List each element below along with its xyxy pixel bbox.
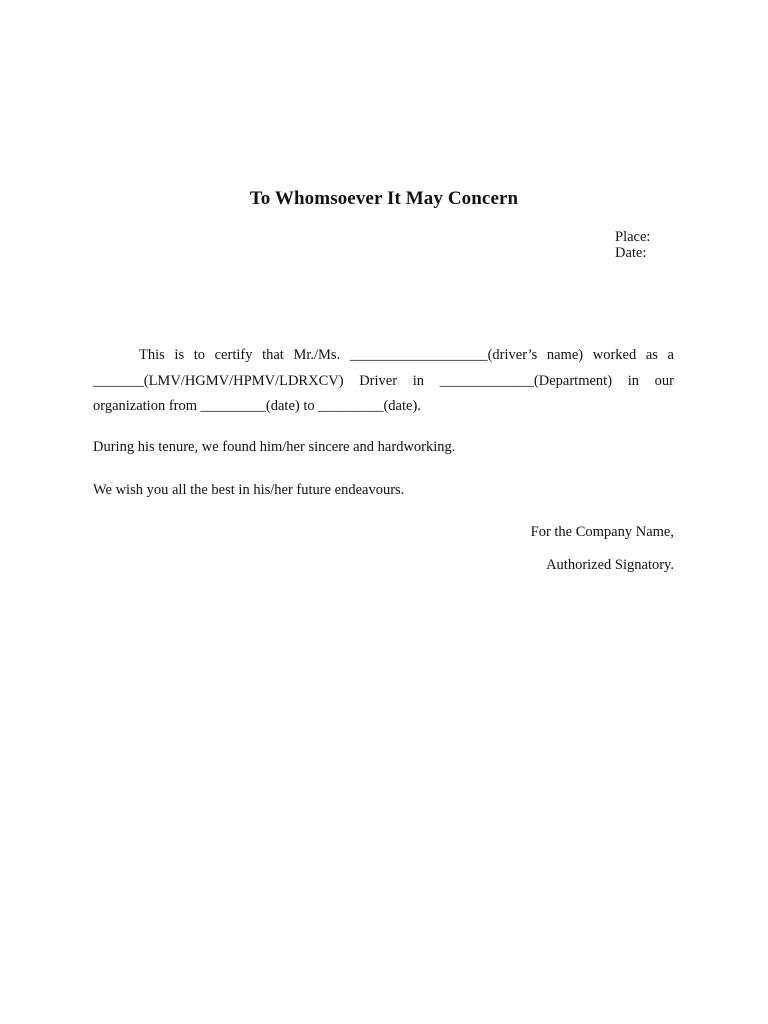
signoff-signatory: Authorized Signatory. [546,557,674,573]
signoff-company: For the Company Name, [530,524,674,540]
document-title: To Whomsoever It May Concern [249,188,519,209]
certification-paragraph: This is to certify that Mr./Ms. ___________________(driver’s name) worked as a _______(LMV/HGMV/HPMV/LDRXCV) Driver in _____________(Department) in our organization from _________(date) to _________(date). [93,347,674,414]
wishes-paragraph: We wish you all the best in his/her future endeavours. [93,482,405,498]
date-label: Date: [615,245,647,261]
place-date-block [615,229,650,261]
place-label: Place: [615,229,651,245]
tenure-paragraph: During his tenure, we found him/her sincere and hardworking. [93,439,456,455]
